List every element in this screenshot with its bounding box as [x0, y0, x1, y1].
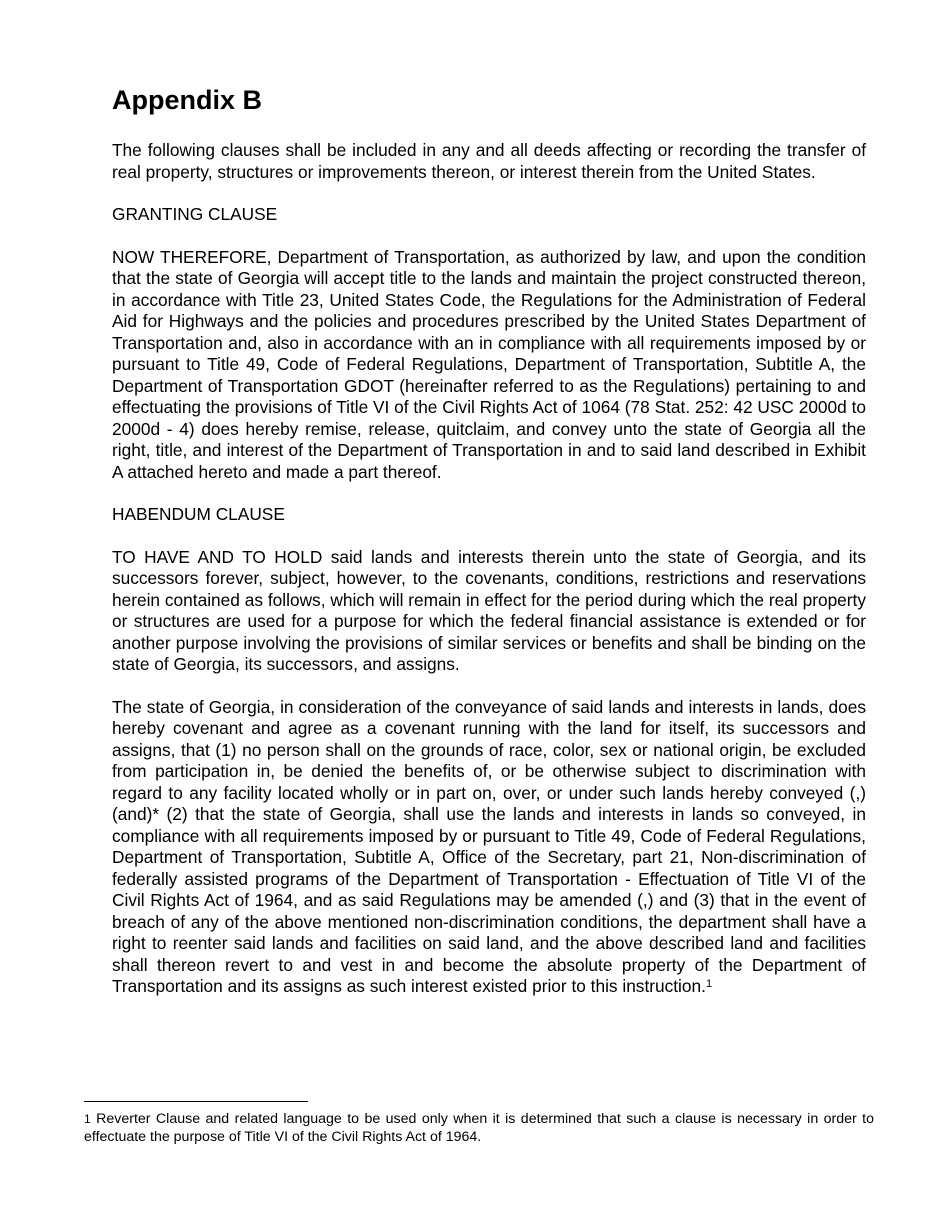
footnote-mark: 1: [84, 1112, 91, 1126]
footnote: [84, 1110, 874, 1146]
document-body: [112, 82, 866, 1019]
granting-clause-heading: GRANTING CLAUSE: [112, 204, 278, 224]
footnote-divider: [84, 1101, 308, 1102]
covenant-text: The state of Georgia, in consideration of the conveyance of said lands and interests in lands, does hereby covenant and agree as a covenant running with the land for itself, its successors and assigns, that (1) no person shall on the grounds of race, color, sex or national origin, be excluded from participation in, be denied the benefits of, or be otherwise subject to discrimination with regard to any facility located wholly or in part on, over, or under such lands hereby conveyed (,)(and)* (2) that the state of Georgia, shall use the lands and interests in lands so conveyed, in compliance with all requirements imposed by or pursuant to Title 49, Code of Federal Regulations, Department of Transportation, Subtitle A, Office of the Secretary, part 21, Non-discrimination of federally assisted programs of the Department of Transportation - Effectuation of Title VI of the Civil Rights Act of 1964, and as said Regulations may be amended (,) and (3) that in the event of breach of any of the above mentioned non-discrimination conditions, the department shall have a right to reenter said lands and facilities on said land, and the above described land and facilities shall thereon revert to and vest in and become the absolute property of the Department of Transportation and its assigns as such interest existed prior to this instruction.: [112, 696, 866, 996]
granting-clause-text: NOW THEREFORE, Department of Transportation, as authorized by law, and upon the condition that the state of Georgia will accept title to the lands and maintain the project constructed thereon, in accordance with Title 23, United States Code, the Regulations for the Administration of Federal Aid for Highways and the policies and procedures prescribed by the United States Department of Transportation and, also in accordance with an in compliance with all requirements imposed by or pursuant to Title 49, Code of Federal Regulations, Department of Transportation, Subtitle A, the Department of Transportation GDOT (hereinafter referred to as the Regulations) pertaining to and effectuating the provisions of Title VI of the Civil Rights Act of 1064 (78 Stat. 252: 42 USC 2000d to 2000d - 4) does hereby remise, release, quitclaim, and convey unto the state of Georgia all the right, title, and interest of the Department of Transportation in and to said land described in Exhibit A attached hereto and made a part thereof.: [112, 246, 866, 482]
footnote-reference[interactable]: 1: [705, 978, 713, 990]
covenant-paragraph: [112, 697, 866, 998]
habendum-clause-heading: HABENDUM CLAUSE: [112, 504, 285, 524]
habendum-clause-text: TO HAVE AND TO HOLD said lands and interests therein unto the state of Georgia, and its successors forever, subject, however, to the covenants, conditions, restrictions and reservations herein contained as follows, which will remain in effect for the period during which the real property or structures are used for a purpose for which the federal financial assistance is extended or for another purpose involving the provisions of similar services or benefits and shall be binding on the state of Georgia, its successors, and assigns.: [112, 546, 866, 674]
page-title: Appendix B: [112, 85, 263, 115]
intro-paragraph: The following clauses shall be included in any and all deeds affecting or recording the transfer of real property, structures or improvements thereon, or interest therein from the United States.: [112, 140, 866, 182]
footnote-text: Reverter Clause and related language to be used only when it is determined that such a clause is necessary in order to effectuate the purpose of Title VI of the Civil Rights Act of 1964.: [84, 1111, 874, 1145]
